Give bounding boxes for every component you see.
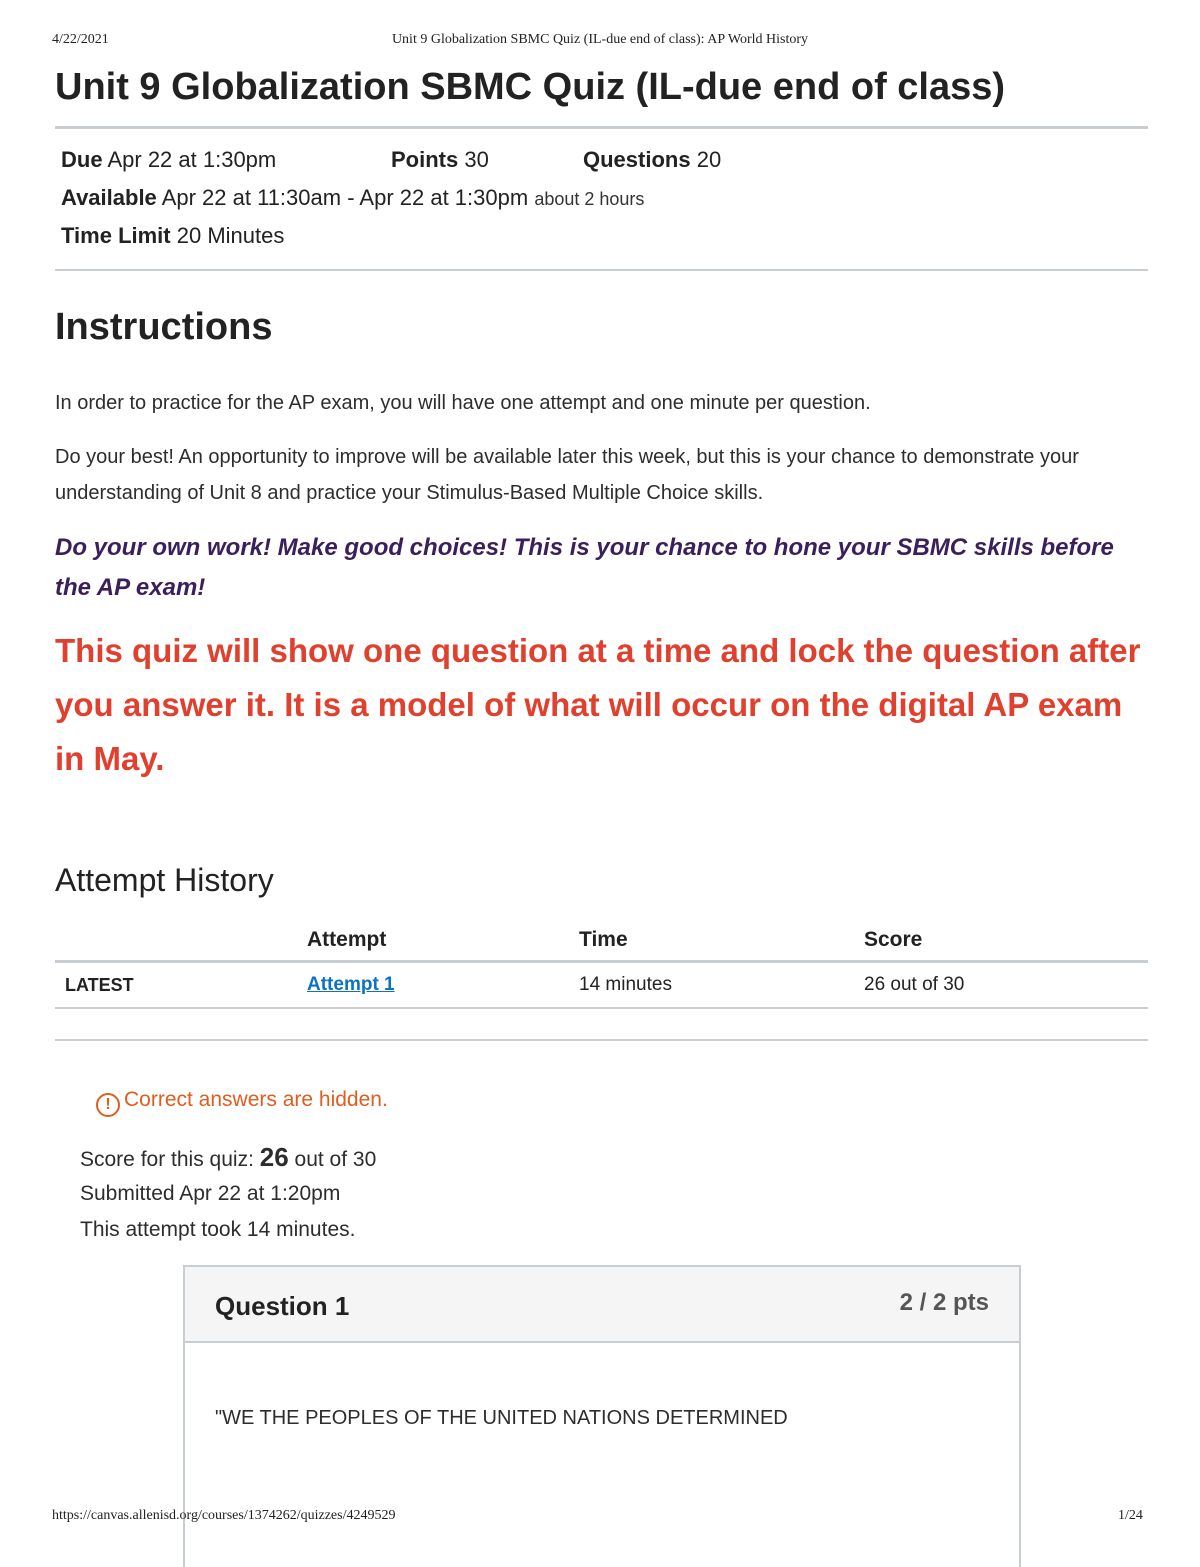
print-date: 4/22/2021	[52, 32, 109, 47]
questions-value: 20	[696, 147, 722, 172]
points-label: Points	[391, 147, 459, 172]
due-value: Apr 22 at 1:30pm	[107, 147, 277, 172]
questions-info	[583, 147, 721, 173]
attempt-history-heading: Attempt History	[55, 862, 274, 898]
attempt-status: LATEST	[55, 962, 307, 1009]
points-value: 30	[464, 147, 489, 172]
instructions-paragraph-1: In order to practice for the AP exam, you will have one attempt and one minute per question.	[55, 392, 871, 414]
attempt-score: 26 out of 30	[864, 962, 1148, 1009]
time-limit-value: 20 Minutes	[176, 223, 285, 248]
question-1-title: Question 1	[215, 1291, 350, 1321]
hidden-answers-text: Correct answers are hidden.	[124, 1088, 388, 1111]
print-page-number: 1/24	[1118, 1508, 1143, 1523]
attempt-1-link[interactable]: Attempt 1	[307, 974, 395, 995]
available-label: Available	[61, 185, 157, 210]
instructions-warning: This quiz will show one question at a time and lock the question after you answer it. It is a model of what will occur on the digital AP exam in May.	[55, 632, 1141, 777]
time-limit-info	[61, 223, 284, 249]
question-1-text: "WE THE PEOPLES OF THE UNITED NATIONS DETERMINED	[215, 1407, 788, 1429]
available-duration: about 2 hours	[534, 189, 645, 209]
print-title: Unit 9 Globalization SBMC Quiz (IL-due end of class): AP World History	[391, 32, 809, 47]
due-info	[61, 147, 276, 173]
hidden-answers-notice	[96, 1088, 388, 1117]
title-divider	[55, 126, 1148, 129]
score-suffix: out of 30	[294, 1148, 377, 1171]
table-row	[55, 962, 1148, 1009]
instructions-heading: Instructions	[55, 306, 273, 348]
page-title: Unit 9 Globalization SBMC Quiz (IL-due end of class)	[55, 66, 1006, 108]
meta-divider	[55, 269, 1148, 271]
attempt-history-table	[55, 920, 1148, 1009]
time-limit-label: Time Limit	[61, 223, 171, 248]
quiz-score	[80, 1142, 376, 1173]
score-value: 26	[259, 1142, 289, 1172]
instructions-emphasis: Do your own work! Make good choices! This is your chance to hone your SBMC skills before the AP exam!	[55, 534, 1114, 601]
attempt-duration: This attempt took 14 minutes.	[80, 1218, 356, 1241]
attempt-time: 14 minutes	[579, 962, 864, 1009]
questions-label: Questions	[583, 147, 691, 172]
due-label: Due	[61, 147, 103, 172]
instructions-paragraph-2: Do your best! An opportunity to improve will be available later this week, but this is your chance to demonstrate your understanding of Unit 8 and practice your Stimulus-Based Multiple Choice skills.	[55, 446, 1079, 504]
results-divider	[55, 1039, 1148, 1041]
submitted-time: Submitted Apr 22 at 1:20pm	[80, 1182, 341, 1205]
available-value: Apr 22 at 11:30am - Apr 22 at 1:30pm	[161, 185, 529, 210]
score-prefix: Score for this quiz:	[80, 1148, 254, 1171]
column-header-status	[55, 920, 307, 962]
availability-info	[61, 185, 644, 211]
column-header-score: Score	[864, 920, 1148, 962]
question-1-points: 2 / 2 pts	[899, 1289, 989, 1316]
question-1-header	[185, 1267, 1019, 1343]
table-header-row	[55, 920, 1148, 962]
print-url: https://canvas.allenisd.org/courses/1374262/quizzes/4249529	[52, 1508, 396, 1523]
column-header-attempt: Attempt	[307, 920, 579, 962]
warning-icon: !	[96, 1093, 120, 1117]
points-info	[391, 147, 489, 173]
column-header-time: Time	[579, 920, 864, 962]
